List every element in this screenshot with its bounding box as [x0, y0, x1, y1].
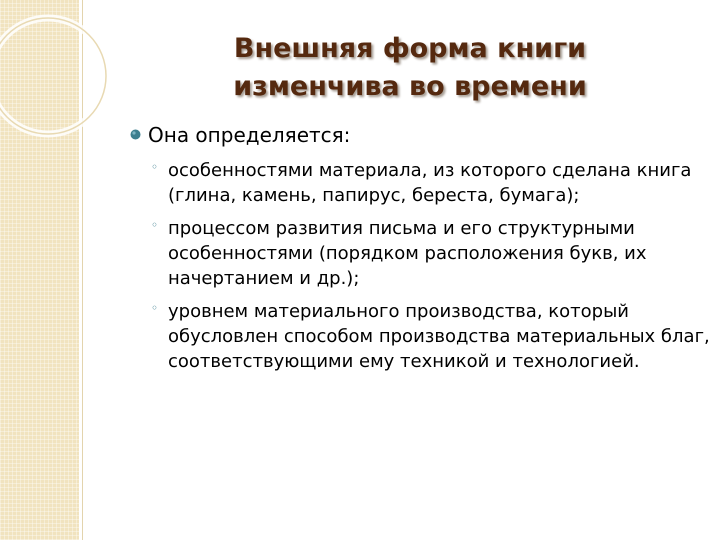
content-body — [130, 122, 710, 382]
title-line-1: Внешняя форма книги — [233, 33, 587, 64]
main-bullet-item — [130, 122, 710, 148]
sub-bullet-text: процессом развития письма и его структурными особенностями (порядком расположения букв, их начертанием и др.); — [168, 218, 647, 289]
round-bullet-icon — [130, 129, 141, 140]
sub-bullet-text: особенностями материала, из которого сделана книга (глина, камень, папирус, береста, бумага); — [168, 160, 692, 206]
sub-bullet-item — [130, 216, 710, 291]
sub-bullet-list — [130, 158, 710, 374]
main-bullet-text: Она определяется: — [148, 123, 351, 147]
ring-bullet-icon: ◦ — [151, 218, 159, 232]
ring-ornament-icon — [0, 0, 130, 170]
sub-bullet-text: уровнем материального производства, который обусловлен способом производства материальных благ, соответствующими ему техникой и технологией. — [168, 301, 710, 372]
sub-bullet-item — [130, 158, 710, 208]
ring-bullet-icon: ◦ — [151, 301, 159, 315]
slide-title — [120, 30, 700, 106]
title-line-2: изменчива во времени — [233, 71, 587, 102]
sub-bullet-item — [130, 299, 710, 374]
ring-bullet-icon: ◦ — [151, 160, 159, 174]
